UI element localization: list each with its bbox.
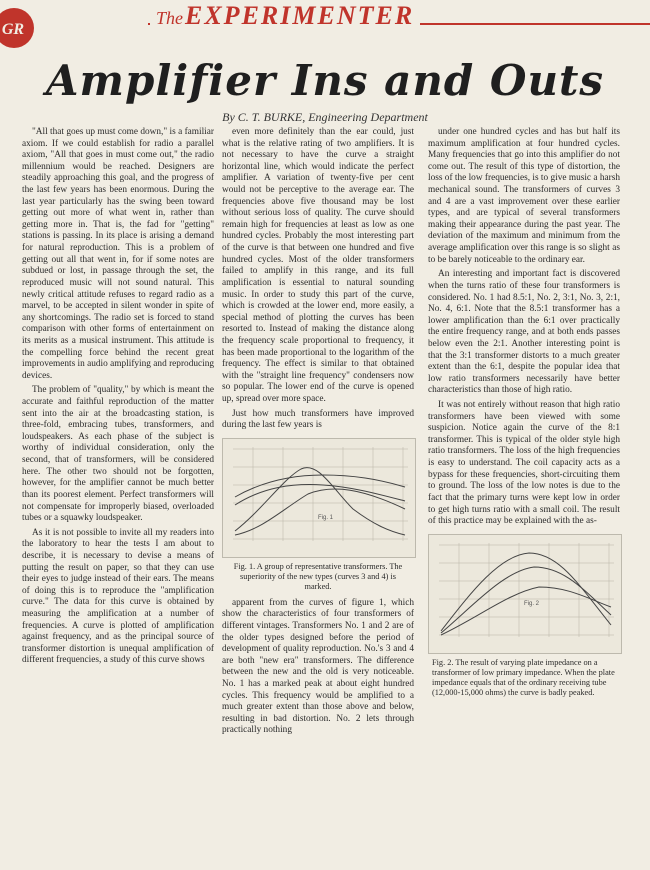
masthead-name: EXPERIMENTER xyxy=(185,1,415,30)
curve-c xyxy=(441,587,611,635)
paragraph: apparent from the curves of figure 1, which show the characteristics of four transformers of different vintages. Transformers No. 1 and 2 are of the older types designed before the period of development of quality reproduction. No.'s 3 and 4 are both "new era" transformers. The difference between the new and the old is very noticeable. No. 1 has a marked peak at about eight hundred cycles. This frequency would be amplified to a much greater extent than those above and below, resulting in bad distortion. No. 2 lets through practically nothing xyxy=(222,597,414,736)
curve-2 xyxy=(235,489,405,535)
column-2 xyxy=(222,127,414,740)
figure-1 xyxy=(222,438,416,558)
paragraph: It was not entirely without reason that high ratio transformers have been viewed with some suspicion. Notice again the curve of the 8:1 transformer. This is typical of the older style high ratio transformers. The loss of the high frequencies is easy to understand. The coil capacity acts as a bypass for these frequencies, short-circuiting them to ground. The loss of the low notes is due to the fact that the primary turns were kept low in order to get high turns ratio with a small coil. The result of this practice may be explained with the as- xyxy=(428,400,620,527)
paragraph: An interesting and important fact is discovered when the turns ratio of these four transformers is considered. No. 1 had 8.5:1, No. 2, 3:1, No. 3, 2:1, No. 4, 6:1. Note that the 8.5:1 transformer has a lower amplification than the 6:1 over practically the entire frequency range, and at both ends passes below even the 2:1. Another interesting point is that the 3:1 transformer distorts to a much greater extent than the 6:1, despite the popular idea that low ratio transformers necessarily have better characteristics than those of high ratio. xyxy=(428,269,620,396)
paragraph: The problem of "quality," by which is meant the accurate and faithful reproduction of the matter sent into the air at the broadcasting station, is three-fold, embracing tubes, transformers, and loudspeakers. As each phase of the subject is worthy of individual consideration, only the second, that of transformers, will be considered here. The other two should not be forgotten, however, for the amplifier cannot be much better than its poorest element. Perfect transformers will not compensate for improperly biased, overloaded tubes or a squawky loudspeaker. xyxy=(22,385,214,524)
fig2-inner-label: Fig. 2 xyxy=(524,600,540,607)
figure-2-graph xyxy=(429,535,621,653)
curve-b xyxy=(441,567,611,633)
masthead-the: The xyxy=(156,8,183,28)
figure-1-caption: Fig. 1. A group of representative transformers. The superiority of the new types (curves 3 and 4) is marked. xyxy=(233,561,403,591)
curve-4 xyxy=(235,484,405,504)
logo-text: GR xyxy=(1,21,25,38)
paragraph: "All that goes up must come down," is a familiar axiom. If we could establish for radio a parallel axiom, "All that goes in must come out," the radio millennium would be reached. Designers are steadily approaching this goal, and the progress of the last few years has been enormous. During the last year particularly has the swing been toward getting out more of what went in, rather than getting more in. That is, the fad for "getting" stations is passing. In its place is arising a demand for natural reproduction. This is a problem of getting out all that went in, for if some notes are subdued or lost, in passage through the set, the reproduced music will not sound natural. This newly critical attitude refuses to regard radio as a marvel, to be accepted in silent wonder in spite of any shortcomings. The radio set is forced to stand comparison with other forms of entertainment on its merits as a musical instrument. This attitude is the compelling force behind the recent great improvements in audio amplifying and reproducing devices. xyxy=(22,127,214,381)
column-1 xyxy=(22,127,214,670)
masthead-title xyxy=(150,1,420,31)
figure-2-caption: Fig. 2. The result of varying plate impedance on a transformer of low primary impedance. When the plate impedance equals that of the ordinary receiving tube (12,000-15,000 ohms) the curve is badly peaked. xyxy=(432,657,615,697)
figure-2 xyxy=(428,534,622,654)
paragraph: under one hundred cycles and has but half its maximum amplification at four hundred cycles. Many frequencies that go into this amplifier do not come out. The result of this type of distortion, the loss of the low frequencies, is to give music a harsh mechanical sound. The transformers of curves 3 and 4 are a vast improvement over these earlier types, and are typical of several transformers making their appearance during the past year. The deviation of the maximum and minimum from the average amplification over this range is so slight as to be barely noticeable to the ordinary ear. xyxy=(428,127,620,265)
masthead xyxy=(0,0,650,36)
paragraph: As it is not possible to invite all my readers into the laboratory to hear the tests I am about to describe, it is necessary to devise a means of putting the result on paper, so that they can use their eyes to judge instead of their ears. The means of doing this is to reproduce the "amplification curve." The data for this curve is obtained by measuring the amplification at a number of frequencies. A curve is plotted of amplification against frequency, and as the principal source of transformer distortion is unequal amplification of different frequencies, a study of this curve shows xyxy=(22,527,214,666)
paragraph: even more definitely than the ear could, just what is the relative rating of two amplifiers. It is not necessary to have the curve a straight horizontal line, which would indicate the perfect amplifier. A variation of twenty-five per cent would not be perceptive to the average ear. The frequencies above five thousand may be lost without serious loss of quality. The curve should remain high for frequencies at least as low as one hundred cycles. Probably the most interesting part of the curve is that between one hundred and five hundred cycles. Most of the older transformers failed to amplify in this range, and its full amplification is essential to natural sounding music. In order to study this part of the curve, which is crowded at the lower end, more easily, a special method of plotting the curves has been resorted to. Instead of making the distance along the frequency scale proportional to frequency, it has been made proportional to the logarithm of the frequency. The effect is similar to that obtained with the "straight line frequency" condensers now so popular. The lower end of the curve is opened up, spread over more space. xyxy=(222,127,414,405)
article-byline: By C. T. BURKE, Engineering Department xyxy=(222,110,428,124)
figure-1-graph xyxy=(223,439,415,557)
paragraph: Just how much transformers have improved during the last few years is xyxy=(222,408,414,431)
column-3 xyxy=(428,127,620,704)
curve-3 xyxy=(235,475,405,497)
fig1-inner-label: Fig. 1 xyxy=(318,514,334,521)
article-title: Amplifier Ins and Outs xyxy=(45,56,605,105)
